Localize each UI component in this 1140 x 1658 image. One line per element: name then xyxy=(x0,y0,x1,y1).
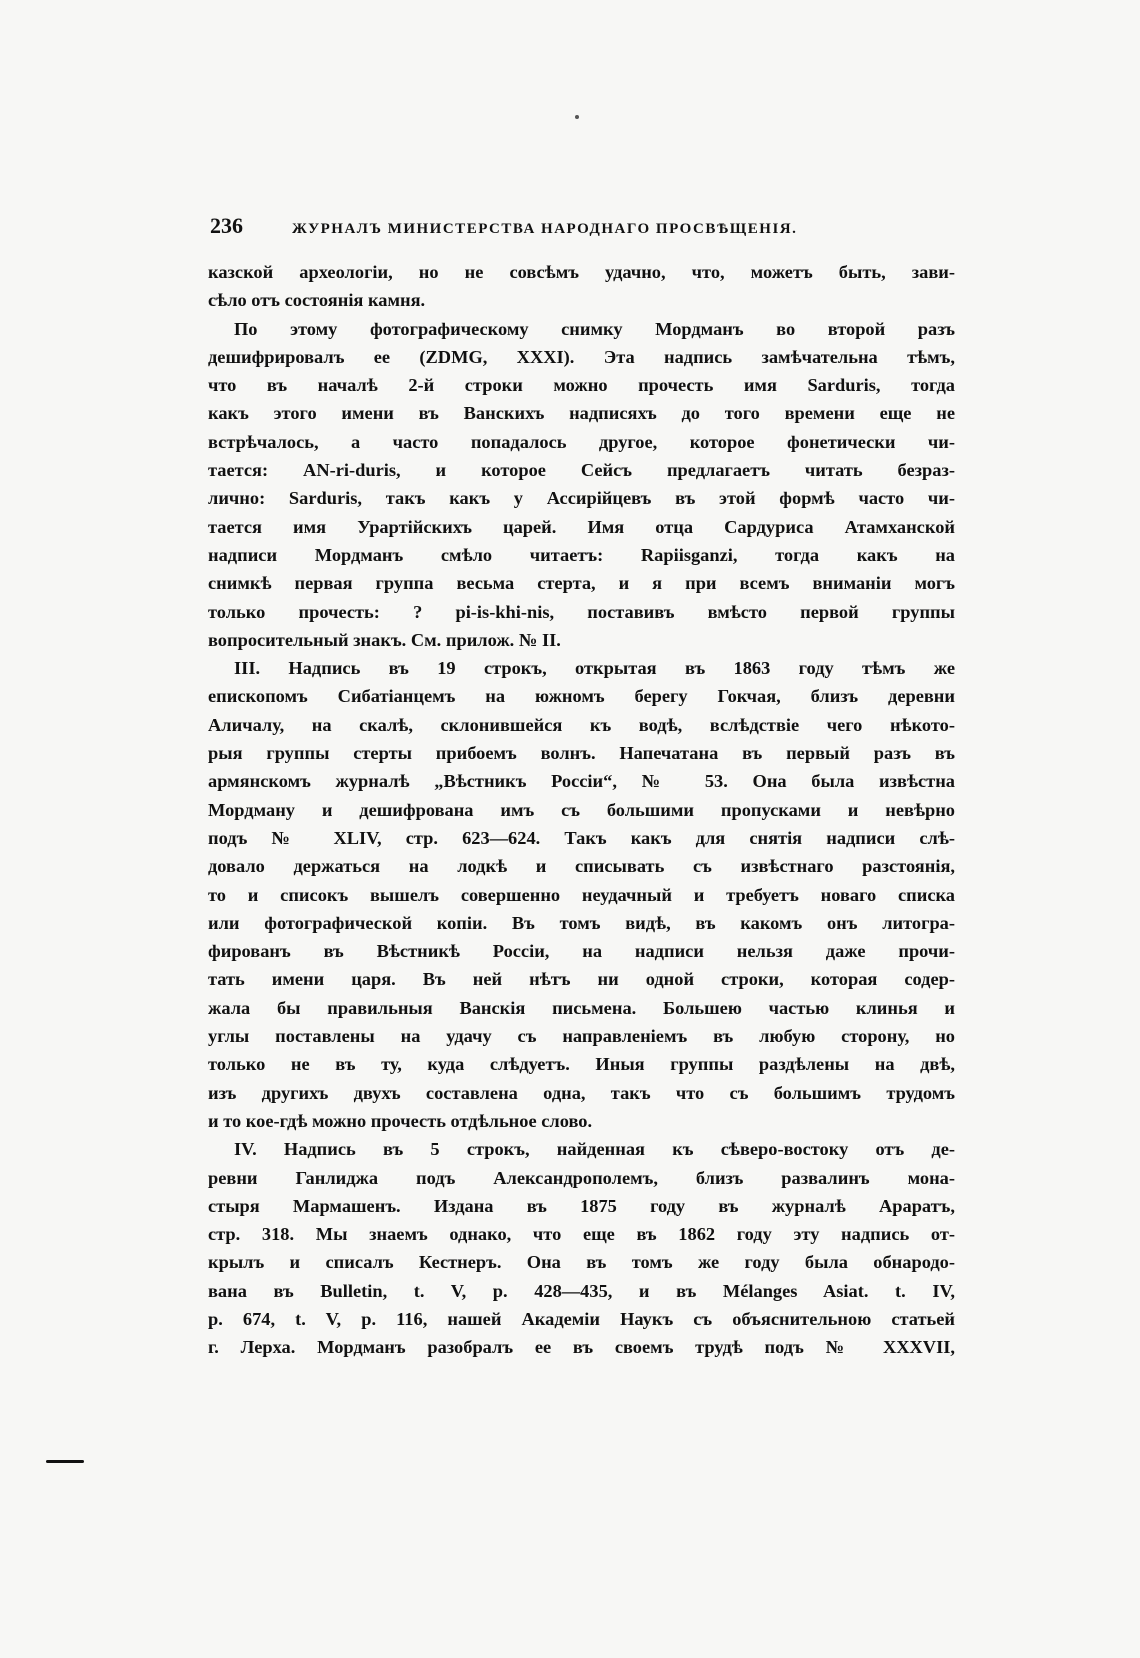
margin-mark xyxy=(46,1460,84,1463)
text-line: рыя группы стерты прибоемъ волнъ. Напечатана въ первый разъ въ xyxy=(208,743,955,764)
text-line: подъ № XLIV, стр. 623—624. Такъ какъ для снятія надписи слѣ- xyxy=(208,827,955,848)
text-line: довало держаться на лодкѣ и списывать съ извѣстнаго разстоянія, xyxy=(208,856,955,877)
text-line: фированъ въ Вѣстникѣ Россіи, на надписи нельзя даже прочи- xyxy=(208,941,955,962)
text-line: только не въ ту, куда слѣдуетъ. Иныя группы раздѣлены на двѣ, xyxy=(208,1054,955,1075)
text-line: епископомъ Сибатіанцемъ на южномъ берегу Гокчая, близъ деревни xyxy=(208,686,955,707)
text-line: ревни Ганлиджа подъ Александрополемъ, близъ развалинъ мона- xyxy=(208,1167,955,1188)
text-line: тается имя Урартійскихъ царей. Имя отца Сардуриса Атамханской xyxy=(208,516,955,537)
text-line: и то кое-гдѣ можно прочесть отдѣльное слово. xyxy=(208,1110,593,1131)
text-line: снимкѣ первая группа весьма стерта, и я при всемъ вниманіи могъ xyxy=(208,573,955,594)
page-number: 236 xyxy=(210,213,243,238)
text-line: казской археологіи, но не совсѣмъ удачно, что, можетъ быть, зави- xyxy=(208,262,955,282)
text-line: вана въ Bulletin, t. V, p. 428—435, и въ Mélanges Asiat. t. IV, xyxy=(208,1280,955,1301)
text-line: вопросительный знакъ. См. прилож. № II. xyxy=(208,629,561,650)
text-line: Мордману и дешифрована имъ съ большими пропусками и невѣрно xyxy=(208,799,955,820)
text-line: тается: AN-ri-duris, и которое Сейсъ предлагаетъ читать безраз- xyxy=(208,460,955,481)
text-line: армянскомъ журналѣ „Вѣстникъ Россіи“, № 53. Она была извѣстна xyxy=(208,771,955,792)
text-line: только прочесть: ? pi-is-khi-nis, поставивъ вмѣсто первой группы xyxy=(208,601,955,622)
text-line: то и списокъ вышелъ совершенно неудачный и требуетъ новаго списка xyxy=(208,884,955,905)
body-text xyxy=(208,258,955,1362)
text-line: надписи Мордманъ смѣло читаетъ: Rapiisganzi, тогда какъ на xyxy=(208,544,955,565)
scan-speck xyxy=(575,115,579,119)
journal-title: ЖУРНАЛЪ МИНИСТЕРСТВА НАРОДНАГО ПРОСВѢЩЕНІЯ. xyxy=(292,221,798,237)
text-line: По этому фотографическому снимку Мордманъ во второй разъ xyxy=(234,318,955,339)
text-line: стр. 318. Мы знаемъ однако, что еще въ 1862 году эту надпись от- xyxy=(208,1224,955,1245)
text-line: встрѣчалось, а часто попадалось другое, которое фонетически чи- xyxy=(208,431,955,452)
text-line: или фотографической копіи. Въ томъ видѣ, въ какомъ онъ литогра- xyxy=(208,912,955,933)
text-line: дешифрировалъ ее (ZDMG, XXXI). Эта надпись замѣчательна тѣмъ, xyxy=(208,346,955,367)
text-line: стыря Мармашенъ. Издана въ 1875 году въ журналѣ Араратъ, xyxy=(208,1195,955,1216)
text-line: углы поставлены на удачу съ направленіемъ въ любую сторону, но xyxy=(208,1026,955,1047)
text-line: III. Надпись въ 19 строкъ, открытая въ 1863 году тѣмъ же xyxy=(234,658,955,679)
text-line: Аличалу, на скалѣ, склонившейся къ водѣ, вслѣдствіе чего нѣкото- xyxy=(208,714,955,735)
text-line: p. 674, t. V, p. 116, нашей Академіи Наукъ съ объяснительною статьей xyxy=(208,1308,955,1329)
text-line: г. Лерха. Мордманъ разобралъ ее въ своемъ трудѣ подъ № XXXVII, xyxy=(208,1337,955,1358)
text-line: что въ началѣ 2-й строки можно прочесть имя Sardurіs, тогда xyxy=(208,375,955,396)
text-line: тать имени царя. Въ ней нѣтъ ни одной строки, которая содер- xyxy=(208,969,955,990)
text-line: IV. Надпись въ 5 строкъ, найденная къ сѣверо-востоку отъ де- xyxy=(234,1139,955,1160)
text-line: изъ другихъ двухъ составлена одна, такъ что съ большимъ трудомъ xyxy=(208,1082,955,1103)
running-head xyxy=(210,213,950,239)
text-line: жала бы правильныя Ванскія письмена. Большею частью клинья и xyxy=(208,997,955,1018)
text-line: крылъ и списалъ Кестнеръ. Она въ томъ же году была обнародо- xyxy=(208,1252,955,1273)
text-line: лично: Sarduris, такъ какъ у Ассирійцевъ въ этой формѣ часто чи- xyxy=(208,488,955,509)
text-line: какъ этого имени въ Ванскихъ надписяхъ до того времени еще не xyxy=(208,403,955,424)
text-line: сѣло отъ состоянія камня. xyxy=(208,290,426,311)
